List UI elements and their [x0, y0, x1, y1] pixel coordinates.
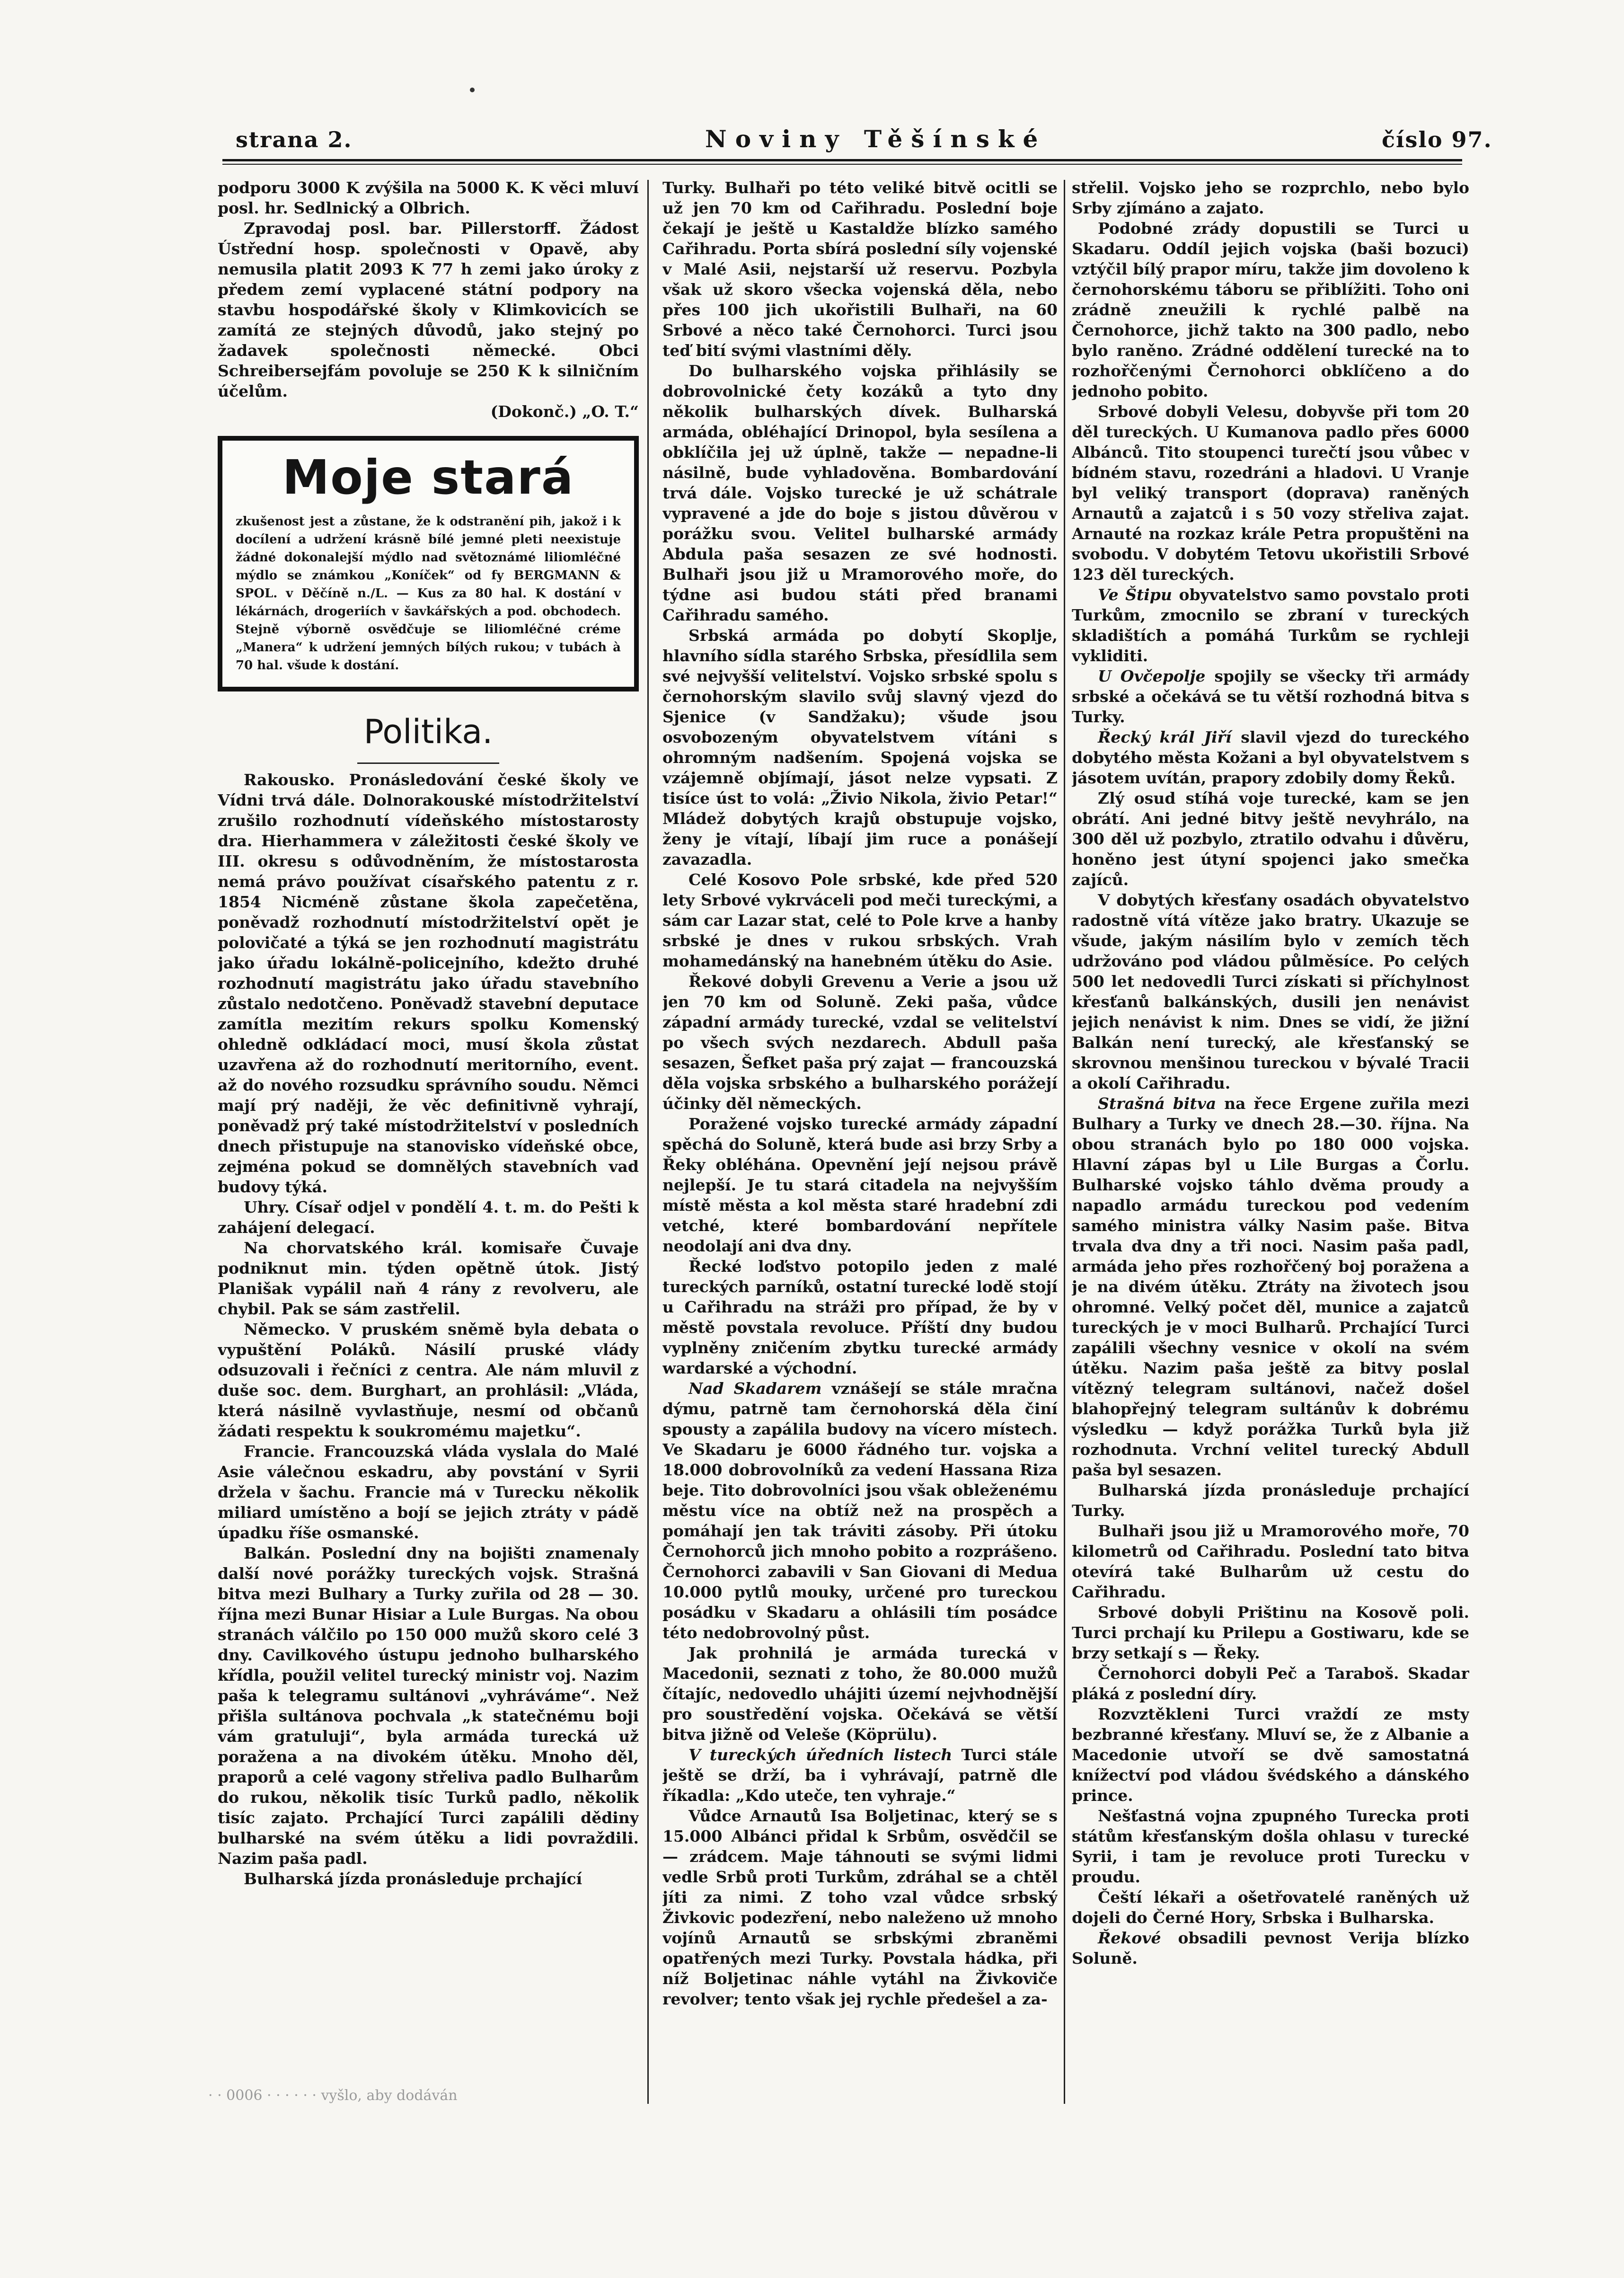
paragraph-head: Řekové	[1098, 1929, 1161, 1947]
paragraph	[218, 770, 639, 1197]
paragraph-head: Rakousko.	[244, 771, 335, 789]
paragraph: Srbové dobyli Velesu, dobyvše při tom 20 děl tureckých. U Kumanova padlo přes 6000 Albánců. Tito stoupenci turečtí jsou vůbec v bídném stavu, rozedráni a hladovi. U Vranje byl veliký transport (doprava) raněných Arnautů a zajatců i s 50 vozy střeliva zajat. Arnauté na rozkaz krále Petra propuštěni na svobodu. V dobytém Tetovu ukořistili Srbové 123 děl tureckých.	[1072, 402, 1469, 584]
paragraph: Zlý osud stíhá voje turecké, kam se jen obrátí. Ani jedné bitvy ještě nevyhrálo, na 300 děl už pozbylo, ztratilo odvahu i důvěru, honěno jest útyní spojenci jako smečka zajíců.	[1072, 789, 1469, 889]
paragraph: Bulhaři jsou již u Mramorového moře, 70 kilometrů od Cařihradu. Poslední tato bitva otevírá také Bulharům už cestu do Cařihradu.	[1072, 1522, 1469, 1601]
paragraph-text: Poslední dny na bojišti znamenaly další nové porážky tureckých vojsk. Strašná bitva mezi Bulhary a Turky zuřila od 28 — 30. října mezi Bunar Hisiar a Lule Burgas. Na obou stranách válčilo po 150 000 mužů skoro celé 3 dny. Cavilkového ústupu jednoho bulharského křídla, použil velitel turecký ministr voj. Nazim paša k telegramu sultánovi „vyhráváme“. Než přišla sultánova pochvala „k statečnému boji vám gratuluji“, byla armáda turecká už poražena a na divokém útěku. Mnoho děl, praporů a celé vagony střeliva padlo Bulharům do rukou, několik tisíc Turků padlo, několik tisíc zajato. Prchající Turci zapálili dědiny bulharské na svém útěku a lidi povraždili. Nazim paša padl.	[218, 1544, 639, 1868]
paragraph: Do bulharského vojska přihlásily se dobrovolnické čety kozáků a tyto dny několik bulharských dívek. Bulharská armáda, obléhající Drinopol, byla sesílena a obklíčila jej už úplně, takže — nepadne-li násilně, bude vyhladověna. Bombardování trvá dále. Vojsko turecké je už schátrale vypravené a jde do boje s jistou důvěrou v porážku svou. Velitel bulharské armády Abdula paša sesazen ze své hodnosti. Bulhaři jsou již u Mramorového moře, do týdne asi budou státi před branami Cařihradu samého.	[662, 362, 1058, 624]
advertisement	[218, 436, 639, 691]
column-divider	[1064, 180, 1065, 2104]
bleed-through-text: · · 0006 · · · · · · vyšlo, aby dodáván	[208, 2087, 458, 2104]
paragraph: Celé Kosovo Pole srbské, kde před 520 lety Srbové vykrváceli pod meči tureckými, a sám car Lazar stat, celé to Pole krve a hanby srbské je dnes v rukou srbských. Vrah mohamedánský na hanebném útěku do Asie.	[662, 870, 1058, 970]
paragraph-head: U Ovčepolje	[1098, 667, 1206, 685]
paragraph: Řecké loďstvo potopilo jeden z malé tureckých parníků, ostatní turecké lodě stojí u Cařihradu na stráži pro případ, že by v městě povstala revoluce. Příští dny budou vyplněny zničením zbytku turecké armády wardarské a východní.	[662, 1257, 1058, 1377]
paragraph-text: V pruském sněmě byla debata o vypuštění Poláků. Násilí pruské vlády odsuzovali i řečníci z centra. Ale nám mluvil z duše soc. dem. Burghart, an prohlásil: „Vláda, která násilně vyvlastňuje, nesmí od občanů žádati respektu k soukromému majetku“.	[218, 1320, 639, 1440]
paragraph-text: spojily se všecky tři armády srbské a očekává se tu větší rozhodná bitva s Turky.	[1072, 667, 1469, 726]
signature: (Dokonč.) „O. T.“	[490, 402, 639, 421]
paragraph-text: Francouzská vláda vyslala do Malé Asie válečnou eskadru, aby povstání v Syrii držela v šachu. Francie má v Turecku několik miliard umístěno a bojí se jejich ztráty v pádě úpadku říše osmanské.	[218, 1442, 639, 1542]
paragraph-text: vznášejí se stále mračna dýmu, patrně tam černohorská děla činí spousty a zapálila budovy na vícero místech. Ve Skadaru je 6000 řádného tur. vojska a 18.000 dobrovolníků za vedení Hassana Riza beje. Tito dobrovolníci jsou však obleženému městu více na obtíž než na prospěch a pomáhají jen tak tráviti zásoby. Při útoku Černohorců jich mnoho pobito a rozprášeno. Černohorci zabavili v San Giovani di Medua 10.000 pytlů mouky, určené pro tureckou posádku v Skadaru a ohlásili tím posádce této nedobrovolný půst.	[662, 1379, 1058, 1642]
paragraph: Nešťastná vojna zpupného Turecka proti státům křesťanským došla ohlasu v turecké Syrii, i tam je revoluce proti Turecku v proudu.	[1072, 1807, 1469, 1886]
paragraph: Bulharská jízda pronásleduje prchající	[244, 1870, 583, 1888]
newspaper-title: Noviny Těšínské	[705, 125, 1047, 153]
paragraph-head: Strašná bitva	[1098, 1094, 1217, 1113]
header-rule-thin	[222, 164, 1462, 165]
section-rule	[357, 762, 499, 764]
issue-number: číslo 97.	[1382, 127, 1492, 152]
paragraph: Čeští lékaři a ošetřovatelé raněných už dojeli do Černé Hory, Srbska i Bulharska.	[1072, 1888, 1469, 1927]
paragraph	[218, 1319, 639, 1441]
paragraph-head: Nad Skadarem	[688, 1379, 822, 1398]
paragraph-head: Ve Štipu	[1098, 585, 1172, 604]
paragraph	[1072, 666, 1469, 727]
paragraph: podporu 3000 K zvýšila na 5000 K. K věci mluví posl. hr. Sedlnický a Olbrich.	[218, 178, 639, 217]
header-rule	[222, 159, 1462, 161]
paragraph: Bulharská jízda pronásleduje prchající Turky.	[1072, 1481, 1469, 1520]
paragraph-text: obyvatelstvo samo povstalo proti Turkům, zmocnilo se zbraní v tureckých skladištích a pomáhá Turkům se rychleji vykliditi.	[1072, 585, 1469, 665]
paragraph	[1072, 727, 1469, 788]
paragraph-head: V tureckých úředních listech	[688, 1746, 953, 1764]
paragraph: Řekové dobyli Grevenu a Verie a jsou už jen 70 km od Soluně. Zeki paša, vůdce západní armády turecké, vzdal se velitelství po všech svých nezdarech. Abdull paša sesazen, Šefket paša prý zajat — francouzská děla vojska srbského a bulharského porážejí účinky děl německých.	[662, 972, 1058, 1113]
page-number: strana 2.	[236, 127, 353, 152]
paragraph: Zpravodaj posl. bar. Pillerstorff. Žádost Ústřední hosp. společnosti v Opavě, aby nemusila platit 2093 K 77 h zemi jako úroky z předem zemí vyplacené státní podpory na stavbu hospodářské školy v Klimkovicích se zamítá ze stejných důvodů, jako stejný po žadavek společnosti německé. Obci Schreibersejfám povoluje se 250 K k silničním účelům.	[218, 219, 639, 400]
paragraph-head: Balkán.	[244, 1544, 311, 1562]
paragraph-text: slavil vjezd do tureckého dobytého města Kožani a byl obyvatelstvem s jásotem uvítán, prapory zdobily domy Řeků.	[1072, 728, 1469, 787]
paragraph: Jak prohnilá je armáda turecká v Macedonii, seznati z toho, že 80.000 mužů čítajíc, nedovedlo uhájiti území nejvhodnější pro soustředění vojska. Očekává se větší bitva jižně od Veleše (Köprülu).	[662, 1644, 1058, 1744]
column-2	[662, 177, 1058, 2109]
ad-title: Moje stará	[282, 450, 574, 505]
paragraph: Podobné zrády dopustili se Turci u Skadaru. Oddíl jejich vojska (baši bozuci) vztýčil bílý prapor míru, takže jim dovoleno k černohorskému táboru se přiblížiti. Toho oni zrádně zneužili k rychlé palbě na Černohorce, jichž takto na 300 padlo, nebo bylo raněno. Zrádné oddělení turecké na to rozhořčenými Černohorci obklíčeno a do jednoho pobito.	[1072, 219, 1469, 400]
paragraph-head: Německo.	[244, 1320, 330, 1338]
column-divider	[647, 180, 649, 2104]
ad-text: zkušenost jest a zůstane, že k odstranění pih, jakož i k docílení a udržení krásně bílé jemné pleti neexistuje žádné dokonalejší mýdlo nad světoznámé liliomléčné mýdlo se známkou „Koníček“ od fy BERGMANN & SPOL. v Děčíně n./L. — Kus za 80 hal. K dostání v lékárnách, drogeriích v šavkářských a pod. obchodech. Stejně výborně osvědčuje se liliomléčné créme „Manera“ k udržení jemných bílých rukou; v tubách à 70 hal. všude k dostání.	[236, 514, 621, 673]
paragraph	[1072, 585, 1469, 666]
paragraph: Turky. Bulhaři po této veliké bitvě ocitli se už jen 70 km od Cařihradu. Poslední boje čekají je ještě u Kastaldže blízko samého Cařihradu. Porta sbírá poslední síly vojenské v Malé Asii, nejstarší už reservu. Pozbyla však už skoro všecka vojenská děla, nebo přes 100 jich ukořistili Bulhaři, na 60 Srbové a něco také Černohorci. Turci jsou teď bití svými vlastními děly.	[662, 178, 1058, 360]
paragraph: Rozvztěkleni Turci vraždí ze msty bezbranné křesťany. Mluví se, že z Albanie a Macedonie utvoří se dvě samostatná knížectví pod vládou švédského a dánského prince.	[1072, 1705, 1469, 1805]
paragraph-head: Řecký král Jiří	[1098, 728, 1232, 746]
paragraph	[218, 1441, 639, 1543]
paragraph-text: obsadili pevnost Verija blízko Soluně.	[1072, 1929, 1469, 1968]
paragraph	[1072, 1093, 1469, 1480]
paragraph	[1072, 1928, 1469, 1968]
paragraph	[662, 1378, 1058, 1643]
column-1	[218, 177, 639, 2109]
paragraph: Srbové dobyli Prištinu na Kosově poli. Turci prchají ku Prilepu a Gostiwaru, kde se brzy setkají s — Řeky.	[1072, 1603, 1469, 1662]
paragraph	[218, 1543, 639, 1869]
paragraph-text: Pronásledování české školy ve Vídni trvá dále. Dolnorakouské místodržitelství zrušilo rozhodnutí vídeňského místostarosty dra. Hierhammera v záležitosti české školy ve III. okresu s odůvodněním, že místostarosta nemá právo používat císařského patentu z r. 1854 Nicméně zůstane škola zapečetěna, poněvadž rozhodnutí místodržitelství opět je polovičaté a týká se jen rozhodnutí magistrátu jako úřadu lokálně-policejního, kdežto druhé rozhodnutí magistrátu jako úřadu stavebního zůstalo nedotčeno. Poněvadž stavební deputace zamítla mezitím rekurs spolku Komenský ohledně odkládací moci, musí škola zůstat uzavřena až do rozhodnutí meritorního, event. až do nového rozsudku správního soudu. Němci mají prý naději, že věc definitivně vyhrají, poněvadž prý také místodržitelství v posledních dnech přistupuje na stanovisko vídeňské obce, zejména pokud se domnělých stavebních vad budovy týká.	[218, 771, 639, 1196]
paragraph-text: Císař odjel v pondělí 4. t. m. do Pešti k zahájení delegací.	[218, 1198, 639, 1237]
paragraph-text: Turci stále ještě se drží, ba i vyhrávají, patrně dle říkadla: „Kdo uteče, ten vyhraje.“	[662, 1746, 1058, 1805]
paragraph-head: Uhry.	[244, 1198, 290, 1216]
paragraph: Srbská armáda po dobytí Skoplje, hlavního sídla starého Srbska, přesídlila sem své nejvyšší velitelství. Vojsko srbské spolu s černohorským slavilo svůj slavný vjezd do Sjenice (v Sandžaku); všude jsou osvobozeným obyvatelstvem vítáni s ohromným nadšením. Spojená vojska se vzájemně objímají, jásot nelze vypsati. Z tisíce úst to volá: „Živio Nikola, živio Petar!“ Mládež dobytých krajů obstupuje vojsko, ženy je vítají, líbají jim ruce a ponášejí zavazadla.	[662, 626, 1058, 869]
paragraph	[218, 1197, 639, 1238]
paragraph-text: na řece Ergene zuřila mezi Bulhary a Turky ve dnech 28.—30. října. Na obou stranách bylo po 180 000 vojska. Hlavní zápas byl u Lile Burgas a Čorlu. Bulharské vojsko táhlo dvěma proudy a napadlo armádu tureckou pod vedením samého ministra války Nasim paše. Bitva trvala dva dny a tři noci. Nasim paša padl, armáda jeho přes rozhořčený boj poražena a je na divém útěku. Ztráty na životech jsou ohromné. Velký počet děl, munice a zajatců tureckých je v moci Bulharů. Prchající Turci zapálili všechny vesnice v okolí na svém útěku. Nazim paša ještě za bitvy poslal vítězný telegram sultánovi, načež došel blahopřejný telegram sultánův k dobrému výsledku — když porážka Turků byla již rozhodnuta. Vrchní velitel turecký Abdull paša byl sesazen.	[1072, 1094, 1469, 1479]
paragraph: V dobytých křesťany osadách obyvatelstvo radostně vítá vítěze jako bratry. Ukazuje se všude, jakým násilím bylo v zemích těch udržováno pod vládou půlměsíce. Po celých 500 let nedovedli Turci získati si příchylnost křesťanů balkánských, dusili jen nenávist jejich nenávist k nim. Dnes se vidí, že jižní Balkán není turecký, ale křesťanský se skrovnou menšinou tureckou v bývalé Tracii a okolí Cařihradu.	[1072, 891, 1469, 1092]
paragraph: Poražené vojsko turecké armády západní spěchá do Soluně, která bude asi brzy Srby a Řeky obléhána. Opevnění její nejsou právě nejlepší. Je tu stará citadela na nejvyšším místě města a kol města staré hradební zdi vetché, které bombardování nepřítele neodolají ani dva dny.	[662, 1115, 1058, 1255]
paragraph: Černohorci dobyli Peč a Taraboš. Skadar pláká z poslední díry.	[1072, 1664, 1469, 1703]
paragraph: Vůdce Arnautů Isa Boljetinac, který se s 15.000 Albánci přidal k Srbům, osvědčil se — zrádcem. Maje táhnouti se svými lidmi vedle Srbů proti Turkům, zdráhal se a chtěl jíti za nimi. Z toho vzal vůdce srbský Živkovic podezření, nebo naleženo už mnoho vojínů Arnautů se srbskými zbraněmi opatřených mezi Turky. Povstala hádka, při níž Boljetinac náhle vytáhl na Živkoviče revolver; tento však jej rychle předešel a za-	[662, 1807, 1058, 2008]
page-header	[0, 0, 1624, 170]
paragraph-head: Francie.	[244, 1442, 315, 1461]
column-3	[1072, 177, 1469, 2109]
paragraph	[662, 1745, 1058, 1806]
section-title: Politika.	[363, 712, 493, 751]
paragraph: střelil. Vojsko jeho se rozprchlo, nebo bylo Srby zjímáno a zajato.	[1072, 178, 1469, 217]
paragraph: Na chorvatského král. komisaře Čuvaje podniknut min. týden opětně útok. Jistý Planišak vypálil naň 4 rány z revolveru, ale chybil. Pak se sám zastřelil.	[218, 1239, 639, 1318]
